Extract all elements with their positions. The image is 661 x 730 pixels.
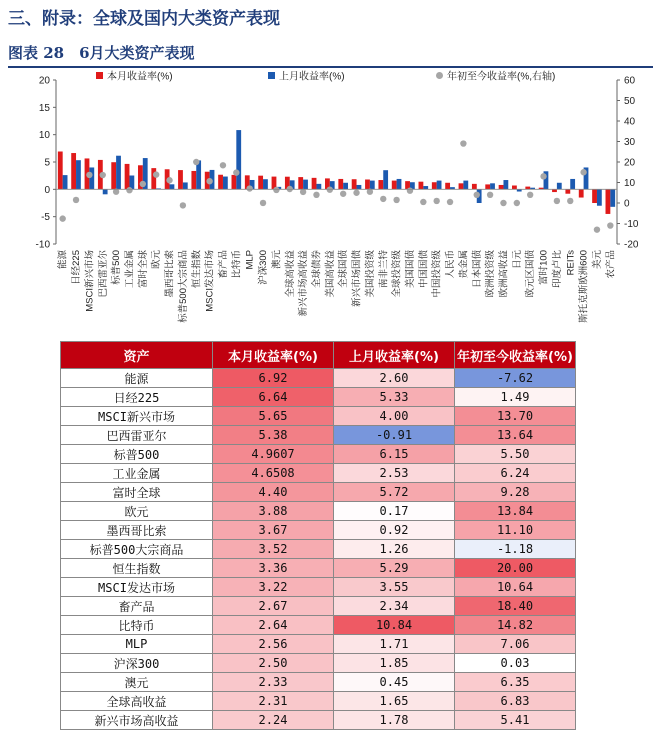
right-tick-label: 40 <box>624 116 636 128</box>
previous-return-cell: 3.55 <box>334 578 455 597</box>
previous-return-cell: 1.78 <box>334 711 455 730</box>
current-return-bar <box>512 186 517 190</box>
table-row <box>61 711 576 730</box>
previous-return-bar <box>370 181 375 190</box>
ytd-return-cell: 20.00 <box>455 559 576 578</box>
previous-return-cell: 1.85 <box>334 654 455 673</box>
current-return-bar <box>606 189 611 214</box>
ytd-return-point <box>447 199 453 205</box>
ytd-return-point <box>73 197 79 203</box>
table-row <box>61 559 576 578</box>
category-label: 欧元 <box>151 250 163 270</box>
previous-return-bar <box>263 179 268 189</box>
previous-return-bar <box>503 180 508 189</box>
ytd-return-point <box>273 187 279 193</box>
table-body <box>61 369 576 730</box>
table-row <box>61 426 576 445</box>
current-return-bar <box>499 185 504 189</box>
legend-swatch <box>268 72 275 79</box>
current-return-bar <box>552 189 557 192</box>
category-label: 能源 <box>57 250 69 270</box>
current-return-cell: 3.67 <box>213 521 334 540</box>
ytd-return-point <box>407 188 413 194</box>
asset-cell: 畜产品 <box>61 597 213 616</box>
previous-return-bar <box>610 189 615 206</box>
table-row <box>61 692 576 711</box>
category-label: MSCI发达市场 <box>204 250 216 312</box>
category-label: 沪深300 <box>258 250 270 285</box>
category-label: 新兴市场国债 <box>351 250 363 308</box>
current-return-cell: 2.50 <box>213 654 334 673</box>
ytd-return-cell: 5.41 <box>455 711 576 730</box>
previous-return-bar <box>170 184 175 189</box>
ytd-return-point <box>153 171 159 177</box>
table-row <box>61 502 576 521</box>
current-return-bar <box>432 182 437 189</box>
previous-return-cell: 6.15 <box>334 445 455 464</box>
current-return-bar <box>352 179 357 189</box>
current-return-cell: 3.22 <box>213 578 334 597</box>
right-tick-label: -20 <box>624 239 639 251</box>
current-return-cell: 4.40 <box>213 483 334 502</box>
ytd-return-point <box>594 226 600 232</box>
category-label: 欧元区国债 <box>525 250 537 298</box>
category-label: 中国国债 <box>418 250 430 289</box>
ytd-return-point <box>420 199 426 205</box>
ytd-return-point <box>206 178 212 184</box>
asset-cell: MSCI发达市场 <box>61 578 213 597</box>
current-return-bar <box>459 183 464 189</box>
previous-return-cell: -0.91 <box>334 426 455 445</box>
current-return-bar <box>178 170 183 189</box>
current-return-bar <box>592 189 597 203</box>
table-row <box>61 445 576 464</box>
previous-return-bar <box>397 179 402 189</box>
table-row <box>61 483 576 502</box>
previous-return-cell: 0.17 <box>334 502 455 521</box>
asset-cell: 恒生指数 <box>61 559 213 578</box>
current-return-bar <box>392 181 397 190</box>
category-label: 农产品 <box>605 250 617 279</box>
category-label: 贵金属 <box>458 250 470 279</box>
category-label: 日本国债 <box>471 250 483 289</box>
table-row <box>61 616 576 635</box>
previous-return-bar <box>343 183 348 190</box>
asset-cell: MLP <box>61 635 213 654</box>
table-row <box>61 464 576 483</box>
previous-return-cell: 10.84 <box>334 616 455 635</box>
right-tick-label: 30 <box>624 137 636 148</box>
previous-return-cell: 0.45 <box>334 673 455 692</box>
category-label: MLP <box>244 250 256 270</box>
category-label: 人民币 <box>445 250 457 279</box>
current-return-bar <box>419 182 424 190</box>
asset-cell: 墨西哥比索 <box>61 521 213 540</box>
previous-return-cell: 1.26 <box>334 540 455 559</box>
left-tick-label: 15 <box>38 102 50 114</box>
left-tick-label: 0 <box>44 184 50 196</box>
previous-return-bar <box>223 177 228 190</box>
table-row <box>61 369 576 388</box>
previous-return-cell: 2.53 <box>334 464 455 483</box>
asset-cell: 新兴市场高收益 <box>61 711 213 730</box>
ytd-return-point <box>166 177 172 183</box>
ytd-return-point <box>433 198 439 204</box>
legend-swatch <box>436 72 443 79</box>
asset-cell: 欧元 <box>61 502 213 521</box>
previous-return-cell: 2.60 <box>334 369 455 388</box>
previous-return-bar <box>437 181 442 190</box>
current-return-bar <box>58 152 63 190</box>
category-label: 印度卢比 <box>551 250 563 289</box>
asset-cell: 日经225 <box>61 388 213 407</box>
current-return-cell: 3.52 <box>213 540 334 559</box>
category-label: 恒生指数 <box>191 250 203 289</box>
current-return-cell: 2.67 <box>213 597 334 616</box>
previous-return-bar <box>89 167 94 189</box>
category-label: 中国投资级 <box>431 250 443 298</box>
ytd-return-point <box>340 191 346 197</box>
table-row <box>61 597 576 616</box>
returns-table <box>60 341 576 730</box>
ytd-return-point <box>580 169 586 175</box>
ytd-return-cell: 10.64 <box>455 578 576 597</box>
current-return-cell: 2.33 <box>213 673 334 692</box>
legend-label: 上月收益率(%) <box>279 71 345 83</box>
category-label: 美元 <box>591 250 603 270</box>
category-label: 标普500 <box>111 250 123 285</box>
ytd-return-point <box>380 196 386 202</box>
category-label: 富时全球 <box>137 250 149 289</box>
category-label: 欧洲高收益 <box>498 250 510 298</box>
ytd-return-cell: 1.49 <box>455 388 576 407</box>
ytd-return-point <box>180 202 186 208</box>
current-return-cell: 3.36 <box>213 559 334 578</box>
previous-return-bar <box>557 183 562 190</box>
previous-return-bar <box>357 185 362 189</box>
ytd-return-point <box>246 185 252 191</box>
previous-return-cell: 2.34 <box>334 597 455 616</box>
previous-return-bar <box>116 156 121 190</box>
legend-label: 年初至今收益率(%,右轴) <box>447 71 556 83</box>
asset-cell: 能源 <box>61 369 213 388</box>
category-label: 斯托克斯欧洲600 <box>578 250 590 323</box>
right-tick-label: 10 <box>624 178 636 189</box>
ytd-return-point <box>500 200 506 206</box>
ytd-return-cell: 13.70 <box>455 407 576 426</box>
ytd-return-point <box>86 172 92 178</box>
current-return-bar <box>298 177 303 189</box>
ytd-return-cell: 5.50 <box>455 445 576 464</box>
current-return-bar <box>111 162 116 189</box>
current-return-bar <box>151 168 156 189</box>
left-tick-label: 10 <box>38 130 50 142</box>
right-tick-label: -10 <box>624 219 639 230</box>
category-label: 富时100 <box>538 250 550 285</box>
category-label: 美国投资级 <box>364 250 376 298</box>
previous-return-bar <box>383 170 388 189</box>
ytd-return-cell: 13.84 <box>455 502 576 521</box>
table-row <box>61 407 576 426</box>
table-row <box>61 673 576 692</box>
current-return-bar <box>565 189 570 193</box>
asset-cell: 富时全球 <box>61 483 213 502</box>
current-return-bar <box>191 171 196 189</box>
previous-return-bar <box>423 186 428 189</box>
category-label: MSCI新兴市场 <box>84 250 96 312</box>
ytd-return-point <box>607 222 613 228</box>
asset-cell: 澳元 <box>61 673 213 692</box>
current-return-bar <box>445 183 450 190</box>
previous-return-bar <box>463 181 468 190</box>
category-label: 墨西哥比索 <box>164 250 176 298</box>
left-tick-label: -5 <box>41 212 50 224</box>
category-label: 美国国债 <box>404 250 416 289</box>
ytd-return-point <box>233 169 239 175</box>
current-return-cell: 2.56 <box>213 635 334 654</box>
right-tick-label: 60 <box>624 75 636 87</box>
current-return-bar <box>579 189 584 197</box>
category-label: 全球高收益 <box>284 250 296 298</box>
current-return-bar <box>338 179 343 189</box>
category-label: 全球投资级 <box>391 250 403 298</box>
table-row <box>61 654 576 673</box>
current-return-bar <box>258 176 263 190</box>
current-return-bar <box>525 187 530 190</box>
current-return-bar <box>232 175 237 189</box>
category-label: 标普500大宗商品 <box>177 250 189 323</box>
asset-cell: 工业金属 <box>61 464 213 483</box>
current-return-bar <box>218 175 223 190</box>
previous-return-bar <box>76 160 81 189</box>
previous-return-bar <box>570 179 575 189</box>
previous-return-bar <box>303 180 308 190</box>
ytd-return-point <box>474 192 480 198</box>
previous-return-bar <box>183 182 188 189</box>
current-return-cell: 5.65 <box>213 407 334 426</box>
header-previous-return: 上月收益率(%) <box>334 342 455 369</box>
ytd-return-cell: 7.06 <box>455 635 576 654</box>
ytd-return-cell: 14.82 <box>455 616 576 635</box>
current-return-bar <box>365 179 370 189</box>
figure-title: 图表 28 6月大类资产表现 <box>8 44 195 62</box>
ytd-return-cell: 6.35 <box>455 673 576 692</box>
ytd-return-cell: 6.83 <box>455 692 576 711</box>
ytd-return-point <box>393 197 399 203</box>
previous-return-bar <box>103 189 108 194</box>
ytd-return-point <box>487 192 493 198</box>
previous-return-cell: 5.29 <box>334 559 455 578</box>
ytd-return-point <box>527 192 533 198</box>
current-return-cell: 2.24 <box>213 711 334 730</box>
ytd-return-point <box>567 198 573 204</box>
ytd-return-point <box>100 172 106 178</box>
returns-bar-chart <box>0 68 661 340</box>
ytd-return-point <box>220 162 226 168</box>
category-label: 全球国债 <box>338 250 350 289</box>
ytd-return-point <box>126 187 132 193</box>
table-row <box>61 521 576 540</box>
ytd-return-cell: 13.64 <box>455 426 576 445</box>
previous-return-cell: 1.65 <box>334 692 455 711</box>
category-label: 日经225 <box>71 250 83 285</box>
current-return-bar <box>472 184 477 189</box>
ytd-return-point <box>193 159 199 165</box>
current-return-cell: 3.88 <box>213 502 334 521</box>
current-return-cell: 6.64 <box>213 388 334 407</box>
category-label: 畜产品 <box>217 250 229 279</box>
category-label: 日元 <box>511 250 523 270</box>
left-tick-label: -10 <box>35 239 50 251</box>
previous-return-bar <box>490 183 495 189</box>
ytd-return-cell: 6.24 <box>455 464 576 483</box>
legend-label: 本月收益率(%) <box>107 71 173 83</box>
category-label: 新兴市场高收益 <box>298 250 310 317</box>
category-label: 巴西雷亚尔 <box>97 250 109 298</box>
category-label: 澳元 <box>271 250 283 270</box>
previous-return-bar <box>316 184 321 189</box>
asset-cell: 比特币 <box>61 616 213 635</box>
table-row <box>61 540 576 559</box>
table-header-row <box>61 342 576 369</box>
previous-return-bar <box>63 175 68 189</box>
left-tick-label: 5 <box>44 157 50 169</box>
ytd-return-point <box>353 190 359 196</box>
header-current-return: 本月收益率(%) <box>213 342 334 369</box>
current-return-bar <box>485 184 490 189</box>
current-return-bar <box>125 164 130 189</box>
right-tick-label: 50 <box>624 96 636 107</box>
legend-swatch <box>96 72 103 79</box>
ytd-return-point <box>540 173 546 179</box>
current-return-cell: 6.92 <box>213 369 334 388</box>
ytd-return-cell: 9.28 <box>455 483 576 502</box>
current-return-cell: 4.6508 <box>213 464 334 483</box>
ytd-return-point <box>554 198 560 204</box>
ytd-return-point <box>313 192 319 198</box>
category-label: 全球债券 <box>311 250 323 289</box>
category-label: 工业金属 <box>124 250 136 289</box>
right-tick-label: 20 <box>624 157 636 169</box>
right-tick-label: 0 <box>624 198 630 210</box>
current-return-cell: 2.64 <box>213 616 334 635</box>
ytd-return-cell: 18.40 <box>455 597 576 616</box>
asset-cell: 标普500大宗商品 <box>61 540 213 559</box>
asset-cell: 沪深300 <box>61 654 213 673</box>
current-return-cell: 5.38 <box>213 426 334 445</box>
ytd-return-cell: -7.62 <box>455 369 576 388</box>
table-row <box>61 635 576 654</box>
asset-cell: 标普500 <box>61 445 213 464</box>
ytd-return-point <box>140 181 146 187</box>
previous-return-cell: 0.92 <box>334 521 455 540</box>
ytd-return-point <box>59 215 65 221</box>
previous-return-cell: 4.00 <box>334 407 455 426</box>
previous-return-cell: 5.72 <box>334 483 455 502</box>
ytd-return-cell: 0.03 <box>455 654 576 673</box>
header-asset: 资产 <box>61 342 213 369</box>
table-row <box>61 388 576 407</box>
previous-return-bar <box>597 189 602 205</box>
asset-cell: 全球高收益 <box>61 692 213 711</box>
previous-return-cell: 1.71 <box>334 635 455 654</box>
table-row <box>61 578 576 597</box>
ytd-return-point <box>260 200 266 206</box>
current-return-bar <box>378 180 383 189</box>
previous-return-cell: 5.33 <box>334 388 455 407</box>
previous-return-bar <box>236 130 241 189</box>
ytd-return-cell: -1.18 <box>455 540 576 559</box>
current-return-bar <box>312 178 317 189</box>
current-return-cell: 2.31 <box>213 692 334 711</box>
category-label: 比特币 <box>231 250 243 279</box>
asset-cell: MSCI新兴市场 <box>61 407 213 426</box>
asset-cell: 巴西雷亚尔 <box>61 426 213 445</box>
ytd-return-point <box>460 140 466 146</box>
header-ytd-return: 年初至今收益率(%) <box>455 342 576 369</box>
ytd-return-cell: 11.10 <box>455 521 576 540</box>
current-return-bar <box>71 153 76 189</box>
section-title: 三、附录：全球及国内大类资产表现 <box>8 9 280 29</box>
category-label: 美国高收益 <box>324 250 336 298</box>
category-label: REITs <box>565 250 577 276</box>
ytd-return-point <box>514 200 520 206</box>
category-label: 南非兰特 <box>378 250 390 289</box>
category-label: 欧洲投资级 <box>485 250 497 298</box>
current-return-cell: 4.9607 <box>213 445 334 464</box>
left-tick-label: 20 <box>38 75 50 87</box>
